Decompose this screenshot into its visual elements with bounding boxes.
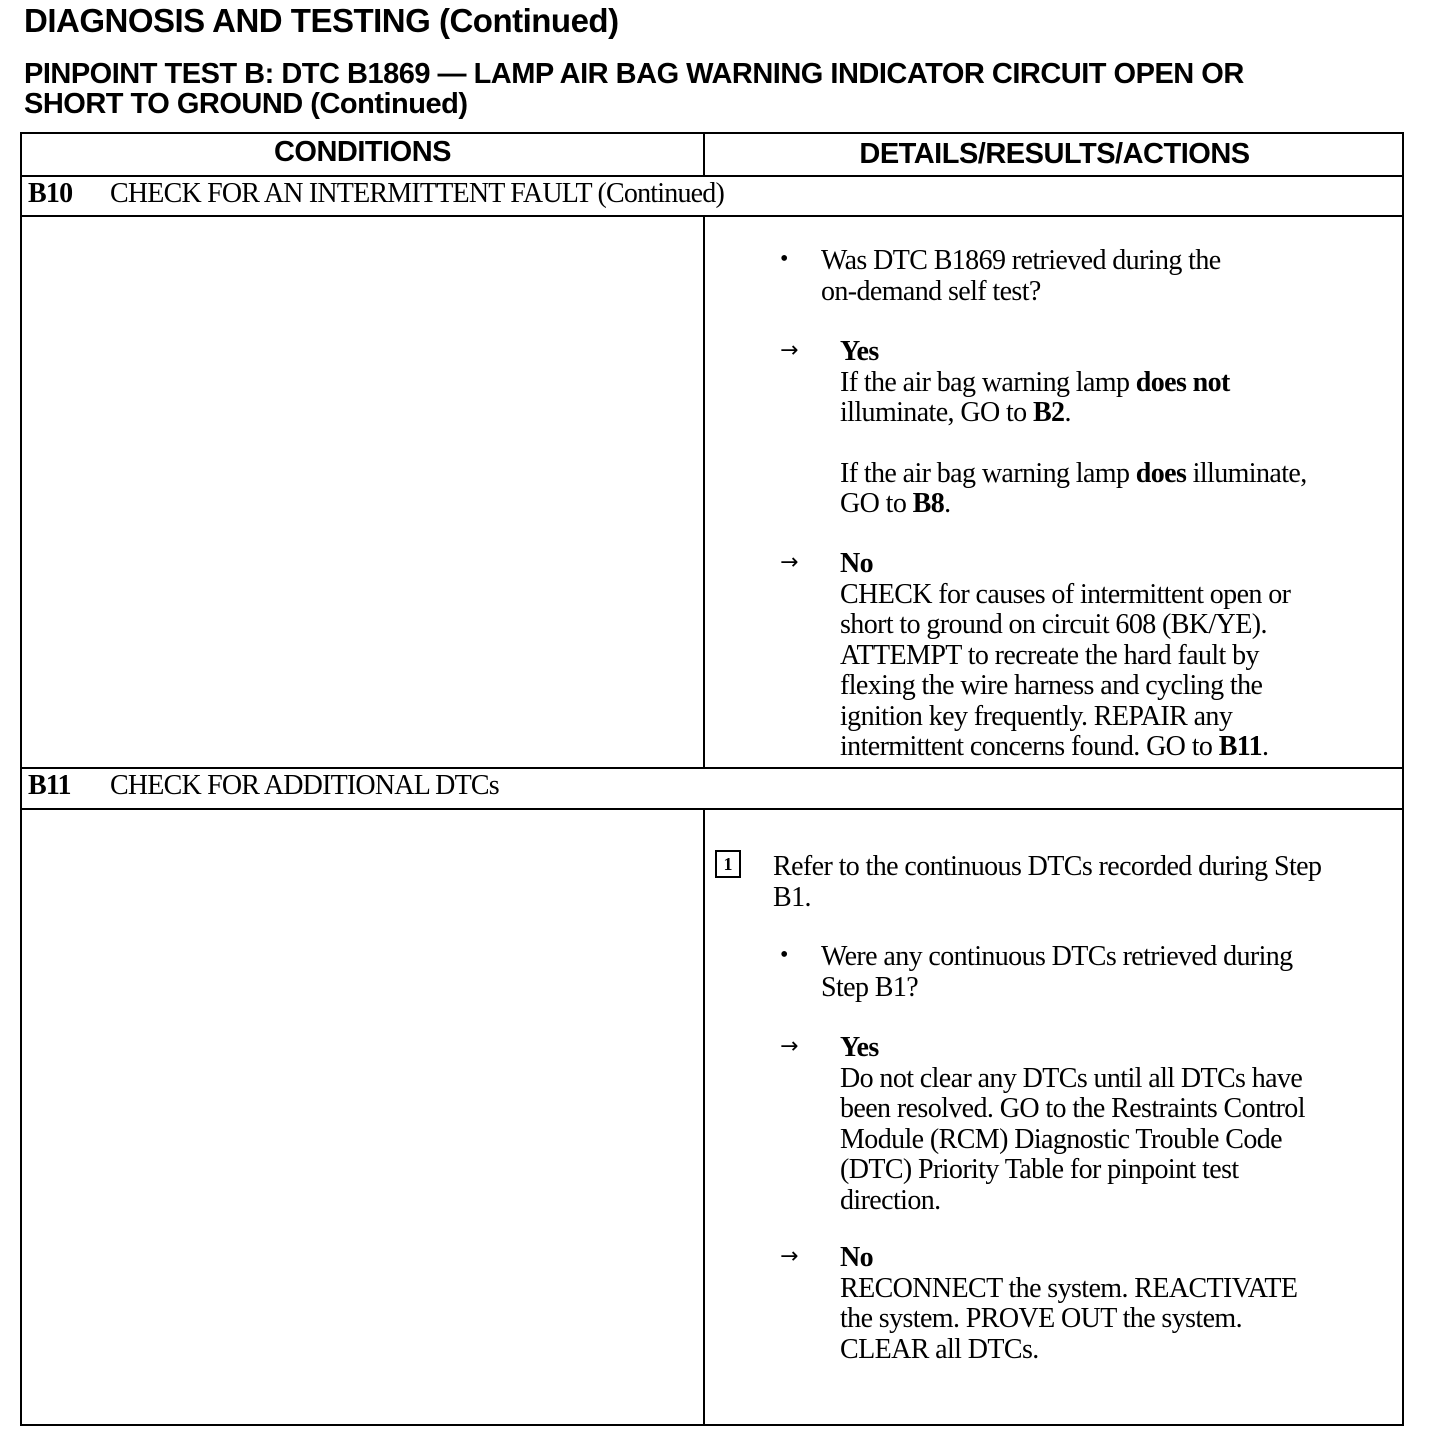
b10-title-divider — [22, 215, 1402, 217]
b11-no-line: CLEAR all DTCs. — [840, 1333, 1039, 1365]
pinpoint-test-table — [20, 132, 1404, 1426]
b11-no-result — [840, 1243, 1297, 1365]
b10-no-line: ATTEMPT to recreate the hard fault by — [840, 639, 1259, 671]
b10-yes-result — [840, 337, 1307, 520]
pinpoint-test-title-line-2: SHORT TO GROUND (Continued) — [24, 88, 468, 120]
b11-no-line: RECONNECT the system. REACTIVATE — [840, 1272, 1298, 1304]
conditions-column-header: CONDITIONS — [273, 136, 452, 168]
b11-yes-line: Do not clear any DTCs until all DTCs have — [840, 1062, 1303, 1094]
header-row-divider — [22, 175, 1402, 177]
bullet-icon: • — [780, 942, 789, 968]
details-results-actions-column-header: DETAILS/RESULTS/ACTIONS — [859, 138, 1250, 170]
section-title: DIAGNOSIS AND TESTING (Continued) — [24, 2, 619, 39]
b11-yes-line: direction. — [840, 1184, 941, 1216]
b11-yes-line: been resolved. GO to the Restraints Control — [840, 1093, 1305, 1124]
b10-no-last-line: intermittent concerns found. GO to B11. — [840, 731, 1269, 762]
b10-no-line: short to ground on circuit 608 (BK/YE). — [840, 609, 1267, 640]
step-b10-title-row — [28, 178, 724, 210]
step-b11-title: CHECK FOR ADDITIONAL DTCs — [110, 770, 499, 801]
step-number-box: 1 — [715, 850, 741, 878]
b11-question-line-1: Were any continuous DTCs retrieved during — [821, 941, 1293, 972]
b10-no-line: flexing the wire harness and cycling the — [840, 670, 1263, 701]
pinpoint-test-title-line-1: PINPOINT TEST B: DTC B1869 — LAMP AIR BAG WARNING INDICATOR CIRCUIT OPEN OR — [24, 58, 1244, 90]
b10-no-line: CHECK for causes of intermittent open or — [840, 578, 1291, 610]
arrow-right-icon: → — [780, 338, 799, 363]
b10-no-label: No — [840, 548, 874, 579]
b10-question-line-1: Was DTC B1869 retrieved during the — [821, 245, 1221, 276]
b10-no-line: ignition key frequently. REPAIR any — [840, 700, 1233, 732]
b11-yes-label: Yes — [840, 1032, 879, 1063]
b10-yes-label: Yes — [840, 336, 879, 367]
bullet-icon: • — [780, 246, 789, 272]
b11-title-divider — [22, 808, 1402, 810]
b11-no-label: No — [840, 1242, 874, 1273]
b11-row-divider — [22, 767, 1402, 769]
step-b10-number: B10 — [28, 178, 73, 209]
b11-question — [821, 942, 1293, 1003]
step-b10-title: CHECK FOR AN INTERMITTENT FAULT (Continued) — [110, 178, 725, 209]
b11-instruction-line-2: B1. — [773, 881, 811, 913]
column-divider-b10 — [703, 215, 705, 769]
b11-yes-result — [840, 1033, 1305, 1216]
b10-question — [821, 246, 1221, 307]
b10-yes-line-3: If the air bag warning lamp does illuminate, — [840, 457, 1307, 489]
b11-yes-line: Module (RCM) Diagnostic Trouble Code — [840, 1123, 1282, 1155]
step-b11-number: B11 — [28, 770, 71, 801]
b11-instruction — [773, 852, 1321, 913]
arrow-right-icon: → — [780, 1244, 799, 1269]
arrow-right-icon: → — [780, 1034, 799, 1059]
b10-yes-line-1: If the air bag warning lamp does not — [840, 366, 1230, 398]
b11-instruction-line-1: Refer to the continuous DTCs recorded during Step — [773, 851, 1322, 882]
b10-yes-line-2: illuminate, GO to B2. — [840, 397, 1071, 428]
b11-yes-line: (DTC) Priority Table for pinpoint test — [840, 1154, 1239, 1185]
b11-no-line: the system. PROVE OUT the system. — [840, 1303, 1243, 1334]
step-b11-title-row — [28, 770, 499, 802]
b10-question-line-2: on-demand self test? — [821, 275, 1041, 307]
b11-question-line-2: Step B1? — [821, 971, 919, 1003]
b10-no-result — [840, 549, 1290, 763]
arrow-right-icon: → — [780, 550, 799, 575]
column-divider-b11 — [703, 808, 705, 1426]
b10-yes-line-4: GO to B8. — [840, 488, 951, 519]
